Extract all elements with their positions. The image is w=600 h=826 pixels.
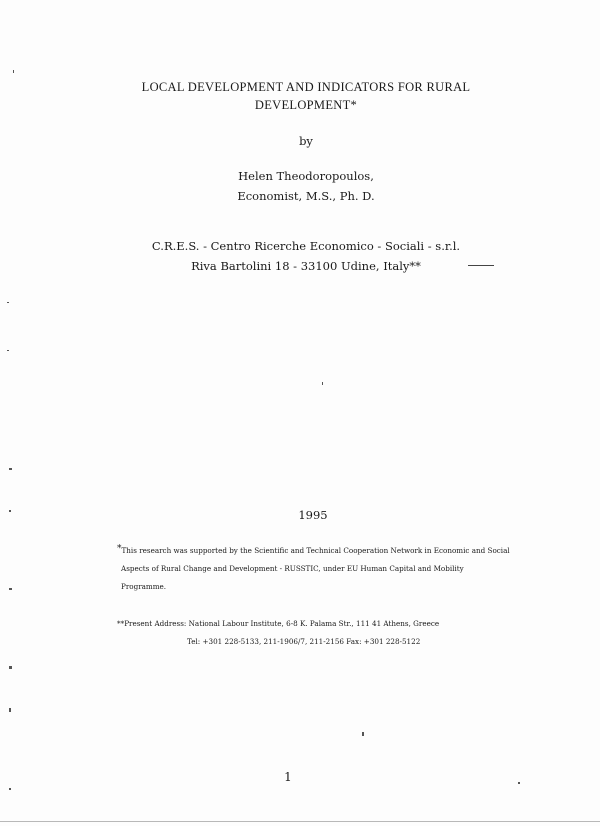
- scan-speck: [13, 70, 14, 73]
- title-line-2: DEVELOPMENT*: [254, 98, 358, 112]
- scan-speck: [7, 350, 9, 351]
- publication-year: 1995: [298, 508, 328, 522]
- title-line-1: LOCAL DEVELOPMENT AND INDICATORS FOR RURAL: [141, 80, 471, 94]
- footnote-address-line-2: Tel: +301 228-5133, 211-1906/7, 211-2156 Fax: +301 228-5122: [187, 637, 421, 646]
- scan-dash-mark: [468, 265, 494, 266]
- footnote-address-line-1: **Present Address: National Labour Institute, 6-8 K. Palama Str., 111 41 Athens, Greece: [117, 619, 440, 628]
- scan-speck: [9, 510, 11, 512]
- document-title: [100, 78, 512, 114]
- author-degrees: Economist, M.S., Ph. D.: [237, 189, 375, 203]
- author-name: Helen Theodoropoulos,: [238, 169, 374, 183]
- author-block: [0, 166, 600, 206]
- scan-speck: [7, 302, 9, 303]
- footnote-funding: [117, 540, 510, 596]
- affiliation-block: [0, 236, 600, 276]
- byline: by: [299, 134, 313, 148]
- affiliation-line-2: Riva Bartolini 18 - 33100 Udine, Italy**: [191, 259, 421, 273]
- scan-speck: [518, 782, 520, 784]
- page-bottom-edge: [0, 821, 600, 822]
- scan-speck: [9, 666, 12, 669]
- page-number: 1: [284, 770, 292, 784]
- scan-speck: [9, 588, 12, 590]
- scan-speck: [9, 468, 12, 470]
- scan-speck: [9, 708, 11, 712]
- scan-speck: [362, 732, 364, 736]
- footnote-funding-line-3: Programme.: [121, 582, 167, 591]
- footnote-funding-line-2: Aspects of Rural Change and Development - RUSSTIC, under EU Human Capital and Mobility: [121, 564, 464, 573]
- scan-speck: [9, 788, 11, 790]
- footnote-address: [117, 615, 439, 651]
- scan-speck: [322, 382, 323, 385]
- footnote-marker: *: [117, 544, 122, 554]
- footnote-funding-line-1: This research was supported by the Scientific and Technical Cooperation Network in Economic and Social: [121, 546, 510, 555]
- affiliation-line-1: C.R.E.S. - Centro Ricerche Economico - Sociali - s.r.l.: [151, 239, 461, 253]
